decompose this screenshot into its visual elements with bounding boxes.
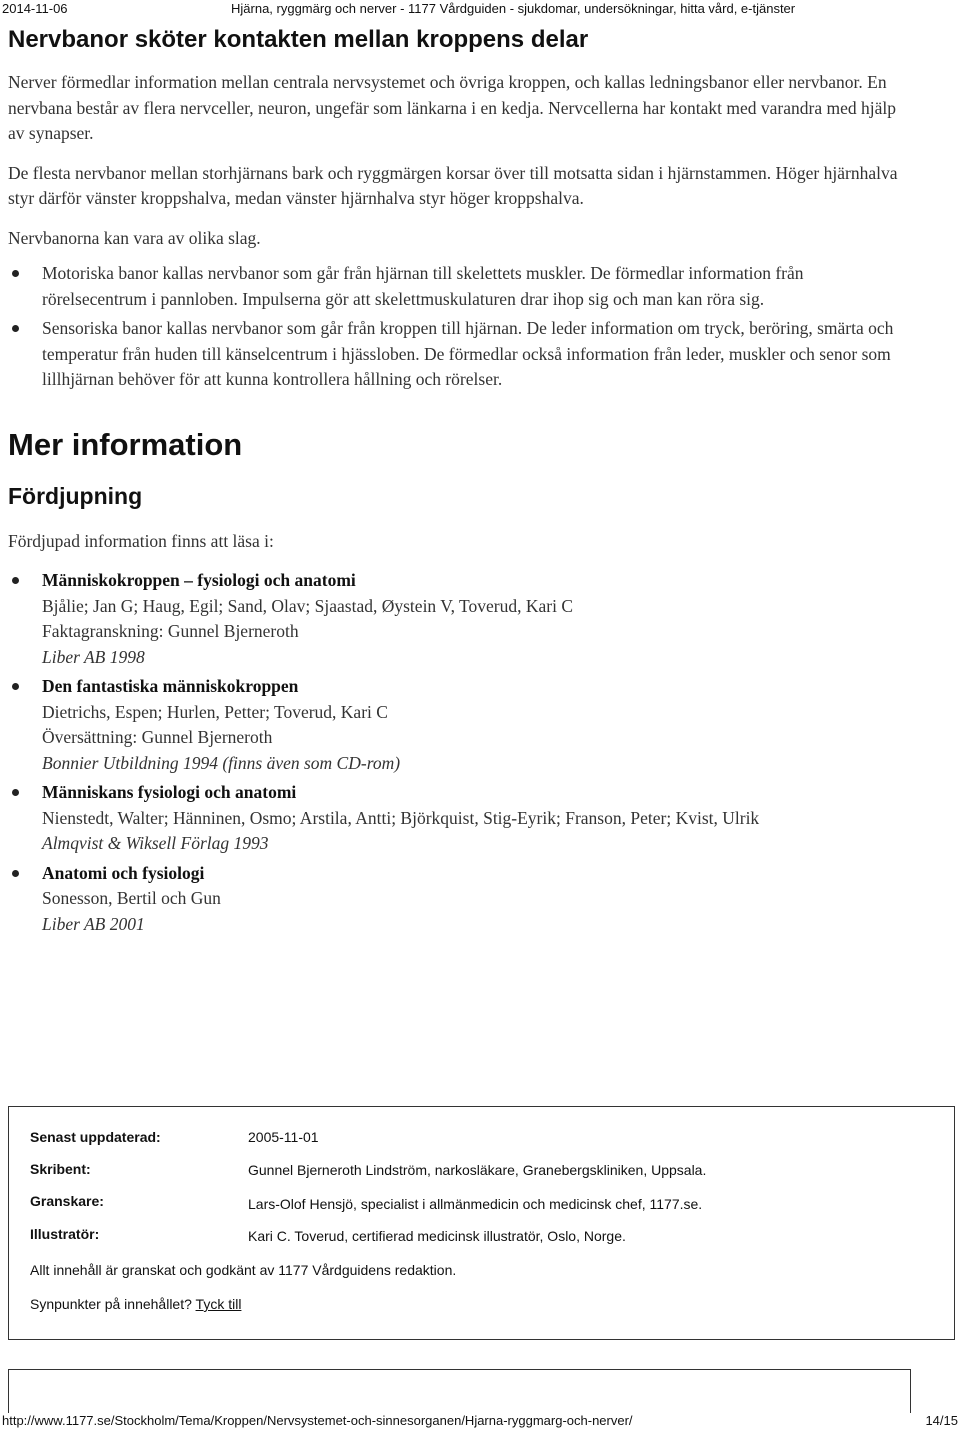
- bullet-icon: [12, 577, 19, 584]
- book-item: [8, 780, 898, 857]
- print-date: 2014-11-06: [2, 1, 68, 16]
- book-title: Människans fysiologi och anatomi: [42, 782, 297, 802]
- book-item: [8, 674, 898, 776]
- subheading: Fördjupning: [8, 482, 143, 509]
- print-page-title: Hjärna, ryggmärg och nerver - 1177 Vårdguiden - sjukdomar, undersökningar, hitta vård, e-tjänster: [231, 1, 796, 16]
- book-item: [8, 861, 898, 938]
- list-item: [8, 261, 898, 312]
- meta-label: Skribent:: [30, 1161, 91, 1177]
- feedback-row: [30, 1296, 241, 1312]
- list-item-text: Sensoriska banor kallas nervbanor som går från kroppen till hjärnan. De leder information om tryck, beröring, smärta och temperatur från huden till känselcentrum i hjässloben. De förmedlar också information från leder, muskler och senor som lillhjärnan behöver för att kunna kontrollera hållning och rörelser.: [42, 318, 894, 389]
- bullet-icon: [12, 325, 19, 332]
- feedback-prompt: Synpunkter på innehållet?: [30, 1296, 192, 1312]
- nerve-types-list: [8, 261, 898, 393]
- book-note: Faktagranskning: Gunnel Bjerneroth: [42, 621, 299, 641]
- meta-label: Senast uppdaterad:: [30, 1129, 161, 1145]
- page-number: 14/15: [925, 1413, 958, 1428]
- intro-paragraph: Fördjupad information finns att läsa i:: [8, 530, 274, 551]
- article-meta-box: [8, 1106, 955, 1340]
- book-publisher: Liber AB 1998: [42, 646, 145, 667]
- book-publisher: Liber AB 2001: [42, 913, 145, 934]
- book-publisher: Bonnier Utbildning 1994 (finns även som CD-rom): [42, 752, 401, 773]
- meta-value: Lars-Olof Hensjö, specialist i allmänmedicin och medicinsk chef, 1177.se.: [248, 1196, 703, 1212]
- paragraph: Nervbanorna kan vara av olika slag.: [8, 227, 261, 248]
- book-title: Den fantastiska människokroppen: [42, 676, 299, 696]
- next-section-box: [8, 1369, 911, 1413]
- meta-label: Illustratör:: [30, 1226, 100, 1242]
- book-authors: Sonesson, Bertil och Gun: [42, 888, 221, 908]
- meta-value: Gunnel Bjerneroth Lindström, narkosläkare, Granebergskliniken, Uppsala.: [248, 1162, 707, 1178]
- paragraph: Nerver förmedlar information mellan centrala nervsystemet och övriga kroppen, och kallas ledningsbanor eller nervbanor. En nervbana består av flera nervceller, neuron, ungefär som länkarna i en kedja. Nervcellerna har kontakt med varandra med hjälp av synapser.: [8, 72, 896, 143]
- book-item: [8, 568, 898, 670]
- feedback-link[interactable]: Tyck till: [195, 1296, 242, 1312]
- book-note: Översättning: Gunnel Bjerneroth: [42, 727, 273, 747]
- print-url: http://www.1177.se/Stockholm/Tema/Kroppen/Nervsystemet-och-sinnesorganen/Hjarna-ryggmarg-och-nerver/: [2, 1413, 633, 1428]
- bullet-icon: [12, 270, 19, 277]
- print-footer: [0, 1413, 960, 1433]
- article-content: [8, 24, 898, 957]
- meta-label: Granskare:: [30, 1193, 104, 1209]
- meta-value: 2005-11-01: [248, 1129, 319, 1145]
- bullet-icon: [12, 870, 19, 877]
- list-item-text: Motoriska banor kallas nervbanor som går från hjärnan till skelettets muskler. De förmedlar information från rörelsecentrum i pannloben. Impulserna gör att skelettmuskulaturen drar ihop sig och man kan röra sig.: [42, 263, 804, 309]
- review-note: Allt innehåll är granskat och godkänt av 1177 Vårdguidens redaktion.: [30, 1262, 457, 1278]
- book-authors: Nienstedt, Walter; Hänninen, Osmo; Arstila, Antti; Björkquist, Stig-Eyrik; Franson, Peter; Kvist, Ulrik: [42, 807, 760, 828]
- book-authors: Bjålie; Jan G; Haug, Egil; Sand, Olav; Sjaastad, Øystein V, Toverud, Kari C: [42, 595, 574, 616]
- bullet-icon: [12, 683, 19, 690]
- list-item: [8, 316, 898, 393]
- book-authors: Dietrichs, Espen; Hurlen, Petter; Toverud, Kari C: [42, 701, 388, 722]
- book-title: Anatomi och fysiologi: [42, 862, 205, 883]
- more-info-heading: Mer information: [8, 426, 243, 462]
- book-publisher: Almqvist & Wiksell Förlag 1993: [42, 833, 269, 853]
- book-title: Människokroppen – fysiologi och anatomi: [42, 570, 356, 590]
- section-title: Nervbanor sköter kontakten mellan kroppens delar: [8, 26, 589, 53]
- book-list: [8, 568, 898, 937]
- paragraph: De flesta nervbanor mellan storhjärnans bark och ryggmärgen korsar över till motsatta sidan i hjärnstammen. Höger hjärnhalva styr därför vänster kroppshalva, medan vänster hjärnhalva styr höger kroppshalva.: [8, 162, 898, 208]
- print-header: [0, 0, 960, 18]
- meta-value: Kari C. Toverud, certifierad medicinsk illustratör, Oslo, Norge.: [248, 1228, 626, 1244]
- bullet-icon: [12, 789, 19, 796]
